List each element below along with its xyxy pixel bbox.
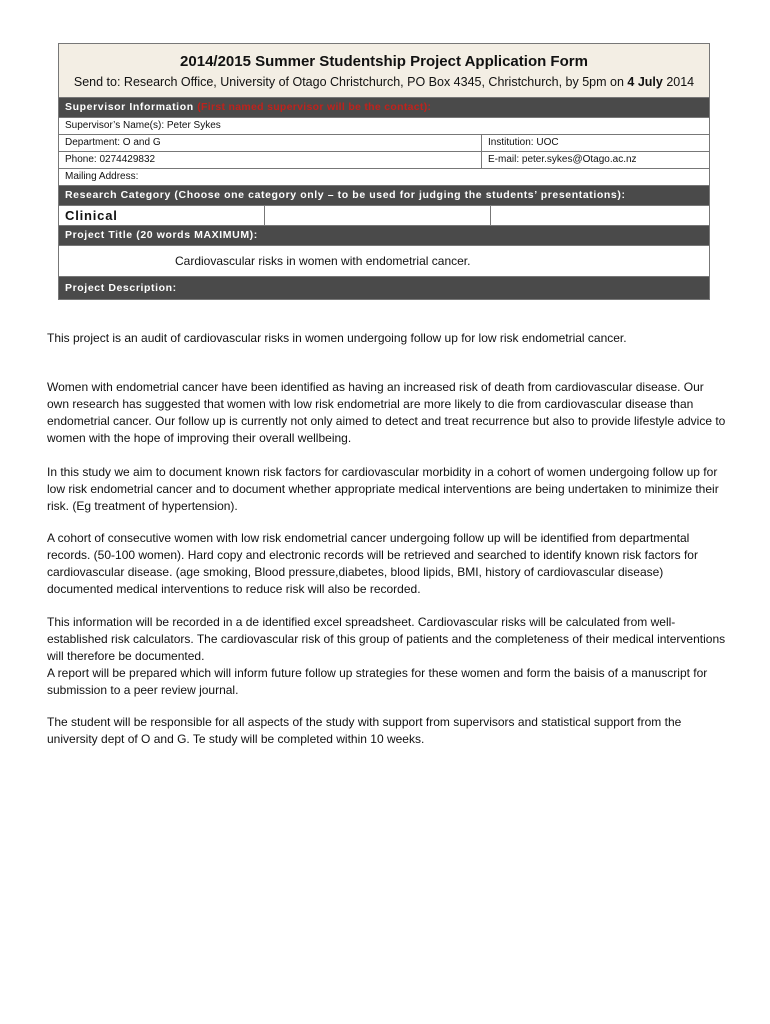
paragraph-text: This project is an audit of cardiovascular risks in women undergoing follow up for low risk endometrial cancer. — [47, 331, 627, 345]
paragraph-text: The student will be responsible for all aspects of the study with support from supervisors and statistical support from the university dept of O and G. Te study will be completed within 10 weeks. — [47, 715, 682, 746]
phone-row — [59, 152, 709, 169]
form-subtitle — [63, 73, 705, 91]
description-paragraph-7 — [47, 714, 727, 748]
category-option-empty-2[interactable] — [491, 206, 709, 225]
paragraph-text: A report will be prepared which will inform future follow up strategies for these women and form the baisis of a manuscript for submission to a peer review journal. — [47, 666, 708, 697]
paragraph-text: Women with endometrial cancer have been identified as having an increased risk of death from cardiovascular disease. Our own research has suggested that women with low risk endometrial are more likely to die from cardiovascular disease than endometrial cancer. Our follow up is currently not only aimed to detect and treat recurrence but also to provide lifestyle advice to women with the hope of improving their overall wellbeing. — [47, 380, 726, 445]
subtitle-text: Send to: Research Office, University of Otago Christchurch, PO Box 4345, Christchurch, by 5pm on — [73, 75, 624, 89]
paragraph-text: In this study we aim to document known risk factors for cardiovascular morbidity in a cohort of women undergoing follow up for low risk endometrial cancer and to document whether appropriate medical interventions are being undertaken to minimize their risk. (Eg treatment of hypertension). — [47, 465, 719, 513]
supervisor-contact-note: (First named supervisor will be the contact): — [197, 101, 432, 113]
description-paragraph-1 — [47, 330, 727, 347]
mailing-address-row — [59, 169, 709, 186]
research-category-row — [59, 206, 709, 226]
research-category-header: Research Category (Choose one category only – to be used for judging the students’ presentations): — [59, 186, 709, 206]
department-field[interactable]: Department: O and G — [59, 135, 482, 151]
mailing-address-field[interactable]: Mailing Address: — [65, 171, 139, 182]
project-description-header: Project Description: — [59, 277, 709, 299]
department-row — [59, 135, 709, 152]
paragraph-text: This information will be recorded in a de identified excel spreadsheet. Cardiovascular risks will be calculated from well-established risk calculators. The cardiovascular risk of this group of patients and the completeness of their medical interventions will therefore be documented. — [47, 615, 726, 663]
description-paragraph-4 — [47, 530, 727, 598]
institution-field[interactable]: Institution: UOC — [488, 137, 559, 148]
project-title-field[interactable]: Cardiovascular risks in women with endometrial cancer. — [59, 246, 709, 277]
description-paragraph-3 — [47, 464, 727, 515]
supervisor-names-row — [59, 118, 709, 135]
supervisor-section-header — [59, 98, 709, 118]
email-field[interactable]: E-mail: peter.sykes@Otago.ac.nz — [488, 154, 637, 165]
description-paragraph-2 — [47, 379, 727, 447]
paragraph-text: A cohort of consecutive women with low risk endometrial cancer undergoing follow up will be identified from departmental records. (50-100 women). Hard copy and electronic records will be retrieved and searched to identify known risk factors for cardiovascular disease. (age smoking, Blood pressure,diabetes, blood lipids, BMI, history of cardiovascular disease) documented medical interventions to reduce risk will also be recorded. — [47, 531, 698, 596]
deadline-year: 2014 — [666, 75, 695, 89]
supervisor-names-field[interactable]: Supervisor’s Name(s): Peter Sykes — [65, 120, 221, 131]
description-paragraph-5 — [47, 614, 727, 699]
supervisor-header-label: Supervisor Information — [65, 101, 194, 113]
phone-field[interactable]: Phone: 0274429832 — [59, 152, 482, 168]
deadline-date: 4 July — [627, 75, 663, 89]
form-header — [59, 44, 709, 98]
project-title-header: Project Title (20 words MAXIMUM): — [59, 226, 709, 246]
application-form — [58, 43, 710, 300]
category-option-empty-1[interactable] — [265, 206, 491, 225]
category-option-clinical[interactable]: Clinical — [59, 206, 265, 225]
form-title: 2014/2015 Summer Studentship Project Application Form — [180, 53, 588, 70]
